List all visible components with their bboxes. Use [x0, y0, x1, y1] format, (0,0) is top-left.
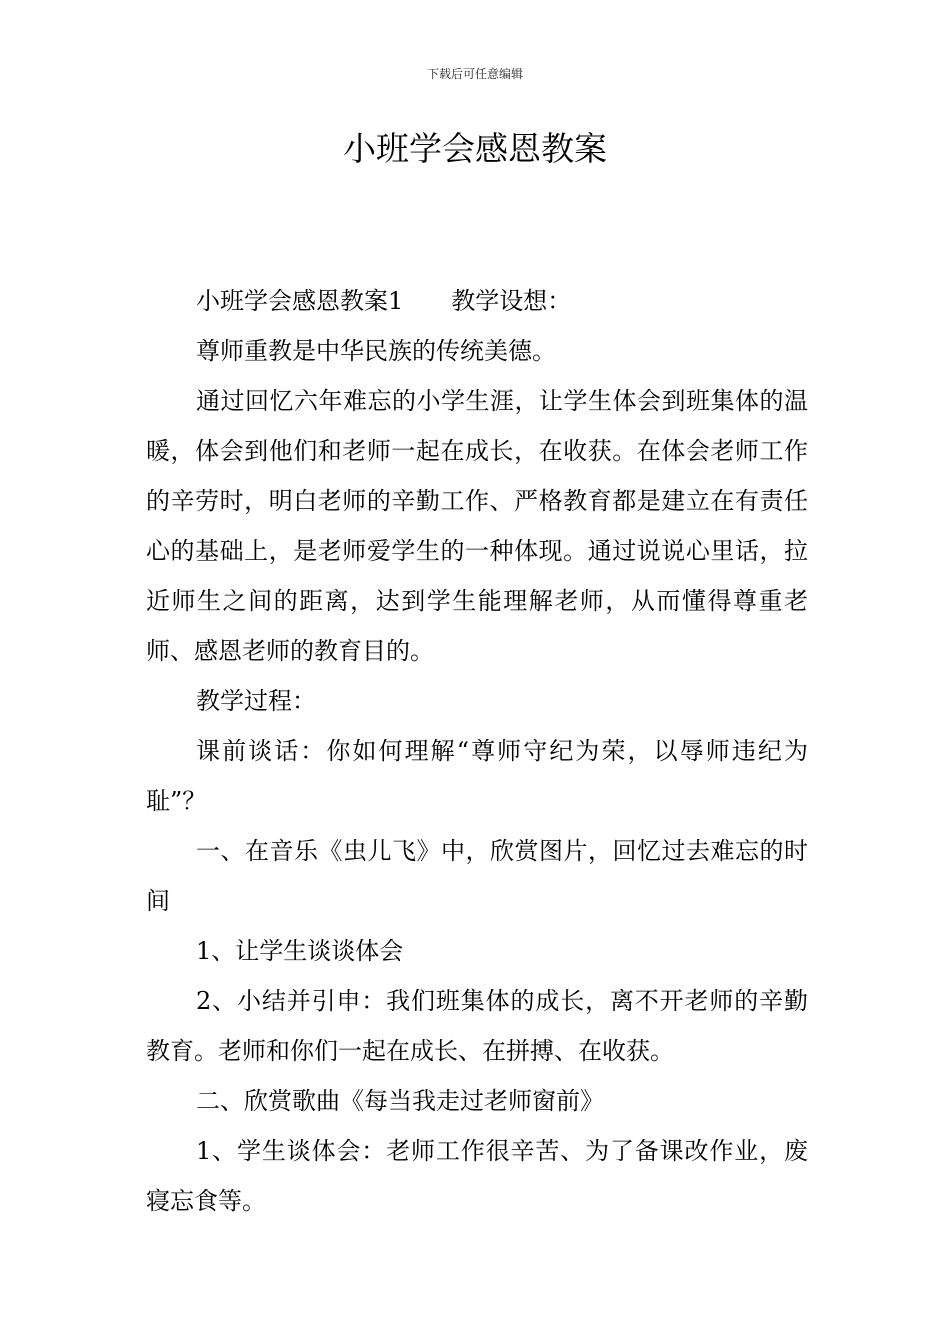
paragraph: 2、小结并引申：我们班集体的成长，离不开老师的辛勤教育。老师和你们一起在成长、在拼搏、在收获。 [146, 987, 808, 1065]
paragraph: 通过回忆六年难忘的小学生涯，让学生体会到班集体的温暖，体会到他们和老师一起在成长，在收获。在体会老师工作的辛劳时，明白老师的辛勤工作、严格教育都是建立在有责任心的基础上，是老师爱学生的一种体现。通过说说心里话，拉近师生之间的距离，达到学生能理解老师，从而懂得尊重老师、感恩老师的教育目的。 [146, 387, 808, 665]
paragraph: 一、在音乐《虫儿飞》中，欣赏图片，回忆过去难忘的时间 [146, 837, 808, 915]
paragraph: 课前谈话：你如何理解“尊师守纪为荣，以辱师违纪为耻”？ [146, 737, 808, 815]
header-note: 下载后可任意编辑 [426, 67, 523, 81]
document-title: 小班学会感恩教案 [343, 129, 607, 168]
paragraph: 尊师重教是中华民族的传统美德。 [196, 337, 556, 365]
document-body [146, 276, 808, 1226]
paragraph: 1、学生谈体会：老师工作很辛苦、为了备课改作业，废寝忘食等。 [146, 1137, 808, 1215]
paragraph: 小班学会感恩教案1 教学设想： [196, 287, 572, 315]
paragraph: 二、欣赏歌曲《每当我走过老师窗前》 [196, 1087, 604, 1115]
paragraph: 教学过程： [196, 687, 316, 715]
paragraph: 1、让学生谈谈体会 [196, 937, 404, 965]
